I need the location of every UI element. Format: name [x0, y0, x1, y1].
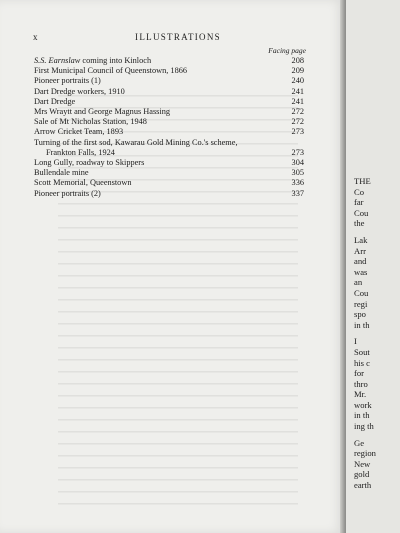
right-page-fragment: far	[354, 197, 364, 208]
illustration-title: Arrow Cricket Team, 1893	[34, 127, 124, 137]
right-page-fragment: New	[354, 458, 371, 469]
list-item	[34, 138, 304, 158]
right-page-fragment: Sout	[354, 346, 370, 357]
right-page-fragment: his c	[354, 357, 370, 368]
page-ref: 240	[291, 76, 304, 86]
page-ref: 208	[291, 56, 304, 65]
list-item	[34, 56, 304, 66]
list-item	[34, 66, 304, 76]
right-page-fragment: thro	[354, 378, 368, 389]
illustration-title: Dart Dredge	[34, 96, 76, 106]
illustration-title: Long Gully, roadway to Skippers	[34, 158, 145, 168]
right-page-fragment: an	[354, 277, 363, 288]
right-page-fragment: Cou	[354, 287, 369, 298]
page-ref: 272	[291, 107, 304, 117]
illustration-title: Pioneer portraits (1)	[34, 76, 101, 86]
right-page-fragment: and	[354, 256, 367, 267]
page-ref: 241	[291, 86, 304, 96]
page-ref: 209	[291, 66, 304, 76]
right-page-fragment: work	[354, 399, 372, 410]
page-ref: 241	[291, 96, 304, 106]
right-page-fragment: in th	[354, 319, 370, 330]
list-item	[34, 117, 304, 127]
illustration-title: Scott Memorial, Queenstown	[34, 178, 132, 188]
list-item	[34, 107, 304, 117]
right-page-fragment: Cou	[354, 207, 369, 218]
right-page-fragment: Lak	[354, 234, 368, 245]
list-item	[34, 168, 304, 178]
list-item	[34, 189, 304, 199]
running-head: ILLUSTRATIONS	[135, 32, 221, 42]
right-page-fragment: ing th	[354, 421, 374, 432]
list-item	[34, 76, 304, 86]
right-page-fragment: Arr	[354, 245, 366, 256]
illustrations-list	[34, 56, 304, 199]
illustration-title: Turning of the first sod, Kawarau Gold Mining Co.'s scheme,	[34, 137, 238, 147]
right-page-text	[354, 176, 400, 491]
right-page-fragment: the	[354, 218, 365, 229]
list-item	[34, 158, 304, 168]
illustration-title: coming into Kinloch	[80, 56, 152, 65]
illustration-title-continued: Frankton Falls, 1924	[46, 147, 115, 157]
list-item	[34, 178, 304, 188]
right-page-fragment: Co	[354, 186, 365, 197]
page-number: x	[33, 32, 38, 42]
illustration-title: Mrs Wraytt and George Magnus Hassing	[34, 107, 171, 117]
illustration-title: Bullendale mine	[34, 168, 89, 178]
page-header	[33, 32, 323, 46]
list-item	[34, 127, 304, 137]
page-ref: 336	[291, 178, 304, 188]
page-ref: 272	[291, 117, 304, 127]
right-page-fragment: Ge	[354, 437, 365, 448]
right-page-fragment: for	[354, 368, 365, 379]
right-page-fragment: in th	[354, 410, 370, 421]
illustration-title: Sale of Mt Nicholas Station, 1948	[34, 117, 147, 127]
right-page-fragment: Mr.	[354, 389, 367, 400]
right-page-fragment: spo	[354, 309, 366, 320]
page-ref: 273	[291, 127, 304, 137]
right-page-fragment: region	[354, 448, 376, 459]
illustration-title: First Municipal Council of Queenstown, 1866	[34, 66, 188, 76]
right-page-fragment: earth	[354, 480, 372, 491]
illustration-title: Dart Dredge workers, 1910	[34, 86, 125, 96]
page-ref: 273	[291, 147, 304, 157]
illustration-title: Pioneer portraits (2)	[34, 188, 101, 198]
facing-page-label: Facing page	[268, 46, 306, 55]
page-ref: 305	[291, 168, 304, 178]
right-page-fragment: regi	[354, 298, 368, 309]
right-page-fragment: THE	[354, 176, 371, 186]
page-ref: 337	[291, 188, 304, 198]
page-ref: 304	[291, 158, 304, 168]
list-item	[34, 97, 304, 107]
ship-name: S.S. Earnslaw	[34, 56, 81, 65]
list-item	[34, 87, 304, 97]
right-page-fragment: gold	[354, 469, 370, 480]
right-page-fragment: I	[354, 336, 357, 347]
right-page-fragment: was	[354, 266, 368, 277]
